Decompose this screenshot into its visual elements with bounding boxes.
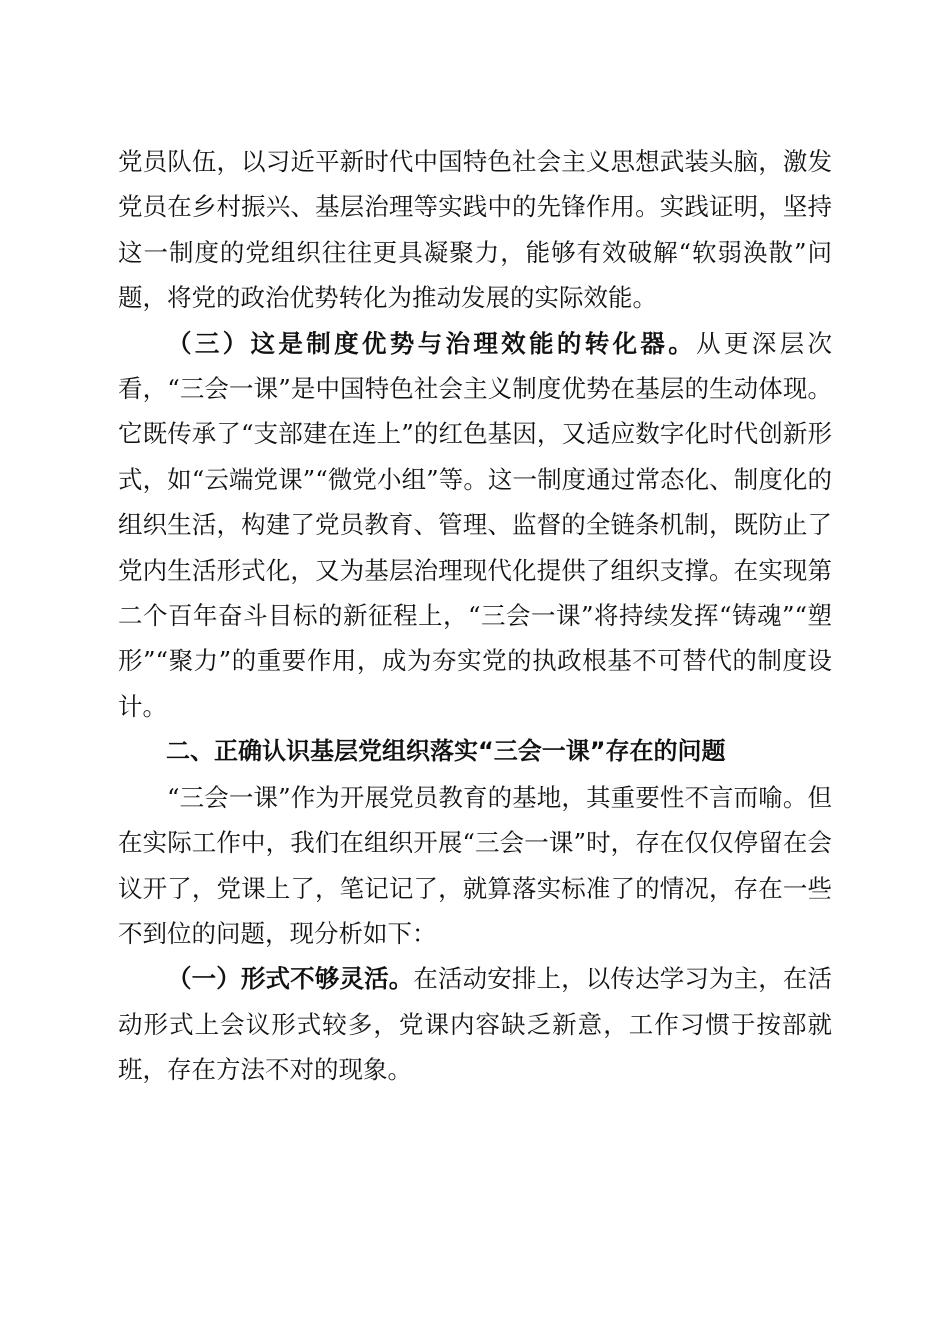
subheading-three: （三）这是制度优势与治理效能的转化器。 xyxy=(167,328,697,358)
paragraph-form-not-flexible xyxy=(118,956,832,1092)
document-page xyxy=(118,139,832,1093)
paragraph-institutional-advantage-body: 从更深层次看，“三会一课”是中国特色社会主义制度优势在基层的生动体现。它既传承了“支部建在连上”的红色基因，又适应数字化时代创新形式，如“云端党课”“微党小组”等。这一制度通过常态化、制度化的组织生活，构建了党员教育、管理、监督的全链条机制，既防止了党内生活形式化，又为基层治理现代化提供了组织支撑。在实现第二个百年奋斗目标的新征程上，“三会一课”将持续发挥“铸魂”“塑形”“聚力”的重要作用，成为夯实党的执政根基不可替代的制度设计。 xyxy=(118,328,833,721)
paragraph-institutional-advantage xyxy=(118,321,832,730)
paragraph-problems-intro: “三会一课”作为开展党员教育的基地，其重要性不言而喻。但在实际工作中，我们在组织开展“三会一课”时，存在仅仅停留在会议开了，党课上了，笔记记了，就算落实标准了的情况，存在一些不到位的问题，现分析如下： xyxy=(118,782,832,948)
paragraph-party-team: 党员队伍，以习近平新时代中国特色社会主义思想武装头脑，激发党员在乡村振兴、基层治理等实践中的先锋作用。实践证明，坚持这一制度的党组织往往更具凝聚力，能够有效破解“软弱涣散”问题，将党的政治优势转化为推动发展的实际效能。 xyxy=(118,147,832,313)
paragraph-form-not-flexible-body: 在活动安排上，以传达学习为主，在活动形式上会议形式较多，党课内容缺乏新意，工作习惯于按部就班，存在方法不对的现象。 xyxy=(118,964,833,1085)
subheading-one: （一）形式不够灵活。 xyxy=(167,964,414,994)
section-heading-two: 二、正确认识基层党组织落实“三会一课”存在的问题 xyxy=(166,737,726,766)
